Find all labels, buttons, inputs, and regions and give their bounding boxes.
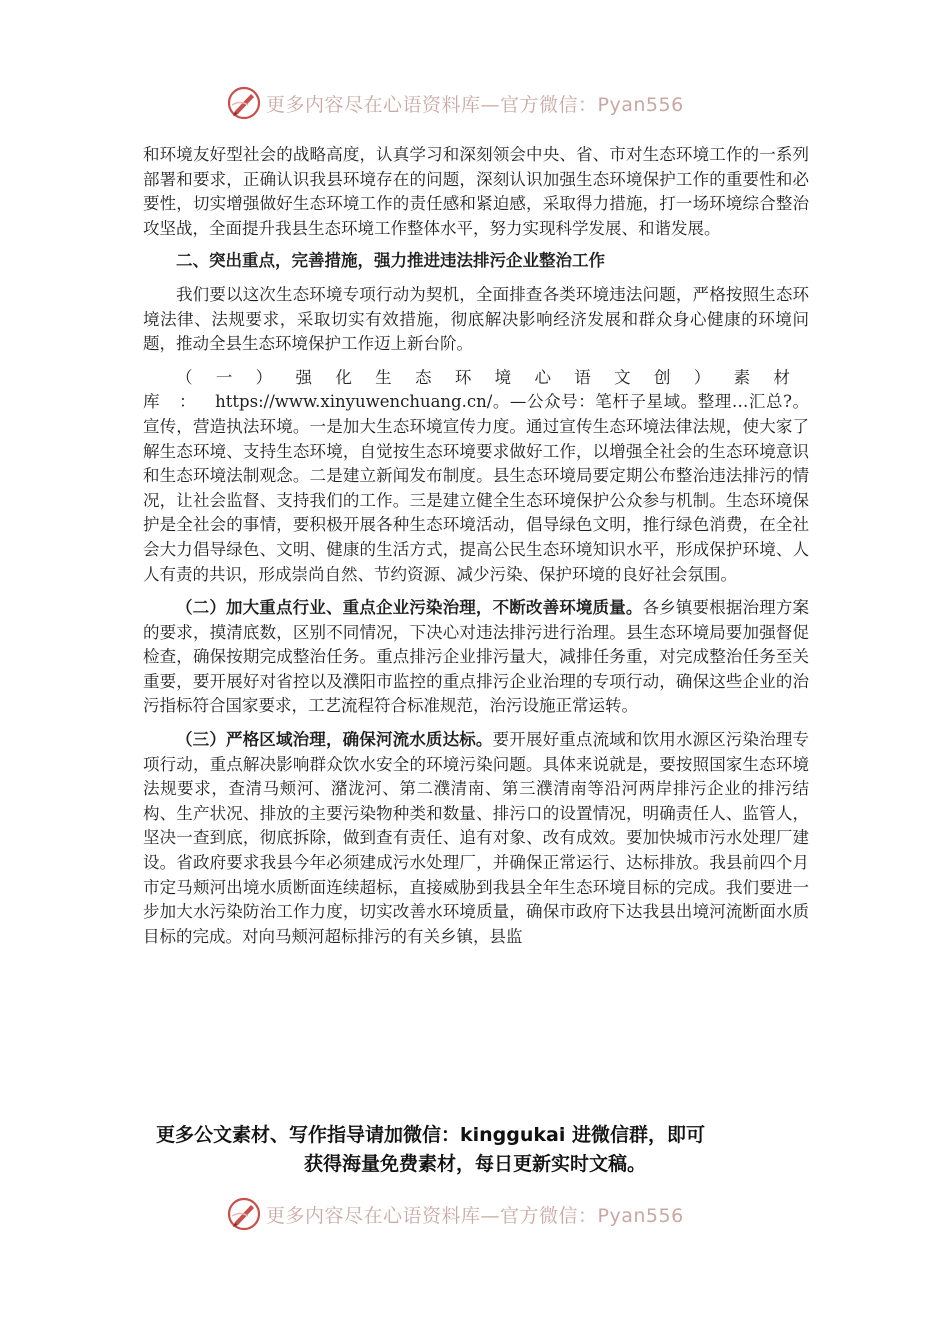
paragraph-4-heading: （二）加大重点行业、重点企业污染治理，不断改善环境质量。 [176,598,643,618]
paragraph-4 [143,596,809,719]
header-banner [226,85,684,121]
paragraph-2: 我们要以这次生态环境专项行动为契机，全面排查各类环境违法问题，严格按照生态环境法律、法规要求，采取切实有效措施，彻底解决影响经济发展和群众身心健康的环境问题，推动全县生态环境保护工作迈上新台阶。 [143,284,809,354]
footer-promo-line-2: 获得海量免费素材，每日更新实时文稿。 [303,1153,646,1175]
paragraph-4-text: 各乡镇要根据治理方案的要求，摸清底数，区别不同情况，下决心对违法排污进行治理。县生态环境局要加强督促检查，确保按期完成整治任务。重点排污企业排污量大，减排任务重，对完成整治任务至关重要，要开展好对省控以及濮阳市监控的重点排污企业治理的专项行动，确保这些企业的治污指标符合国家要求，工艺流程符合标准规范，治污设施正常运转。 [143,598,810,716]
pen-circle-logo-icon [226,85,262,121]
banner-wechat-id: Pyan556 [597,1204,684,1227]
banner-wechat-id: Pyan556 [597,93,684,116]
article-body [143,143,809,949]
footer-promo-line-1: 更多公文素材、写作指导请加微信：kinggukai 进微信群，即可 [156,1124,705,1146]
paragraph-1: 和环境友好型社会的战略高度，认真学习和深刻领会中央、省、市对生态环境工作的一系列部署和要求，正确认识我县环境存在的问题，深刻认识加强生态环境保护工作的重要性和必要性，切实增强做好生态环境工作的责任感和紧迫感，采取得力措施，打一场环境综合整治攻坚战，全面提升我县生态环境工作整体水平，努力实现科学发展、和谐发展。 [143,145,809,238]
section-heading-2: 二、突出重点，完善措施，强力推进违法排污企业整治工作 [176,251,605,271]
paragraph-5-heading: （三）严格区域治理，确保河流水质达标。 [176,730,493,750]
banner-text: 更多内容尽在心语资料库—官方微信：Pyan556 [266,1204,684,1227]
pen-circle-logo-icon [226,1196,262,1232]
paragraph-5 [143,728,809,949]
footer-banner [226,1196,684,1232]
banner-text: 更多内容尽在心语资料库—官方微信：Pyan556 [266,93,684,116]
paragraph-3 [143,366,809,587]
footer-promo [150,1121,800,1179]
paragraph-3-lead: （一）强化生态环境心语文创）素材库： [143,367,809,412]
source-url-link[interactable]: https://www.xinyuwenchuang.cn/ [215,392,493,412]
paragraph-3-text: 。—公众号：笔杆子星域。整理…汇总?。宣传，营造执法环境。一是加大生态环境宣传力度。通过宣传生态环境法律法规，使大家了解生态环境、支持生态环境，自觉按生态环境要求做好工作，以增强全社会的生态环境意识和生态环境法制观念。二是建立新闻发布制度。县生态环境局要定期公布整治违法排污的情况，让社会监督、支持我们的工作。三是建立健全生态环境保护公众参与机制。生态环境保护是全社会的事情，要积极开展各种生态环境活动，倡导绿色文明，推行绿色消费，在全社会大力倡导绿色、文明、健康的生活方式，提高公民生态环境知识水平，形成保护环境、人人有责的共识，形成崇尚自然、节约资源、减少污染、保护环境的良好社会氛围。 [143,392,809,584]
paragraph-5-text: 要开展好重点流域和饮用水源区污染治理专项行动，重点解决影响群众饮水安全的环境污染问题。具体来说就是，要按照国家生态环境法规要求，查清马颊河、潴泷河、第二濮清南、第三濮清南等沿河两岸排污企业的排污结构、生产状况、排放的主要污染物种类和数量、排污口的设置情况，明确责任人、监管人，坚决一查到底，彻底拆除，做到查有责任、追有对象、改有成效。要加快城市污水处理厂建设。省政府要求我县今年必须建成污水处理厂，并确保正常运行、达标排放。我县前四个月市定马颊河出境水质断面连续超标，直接威胁到我县全年生态环境目标的完成。我们要进一步加大水污染防治工作力度，切实改善水环境质量，确保市政府下达我县出境河流断面水质目标的完成。对向马颊河超标排污的有关乡镇，县监 [143,730,810,946]
